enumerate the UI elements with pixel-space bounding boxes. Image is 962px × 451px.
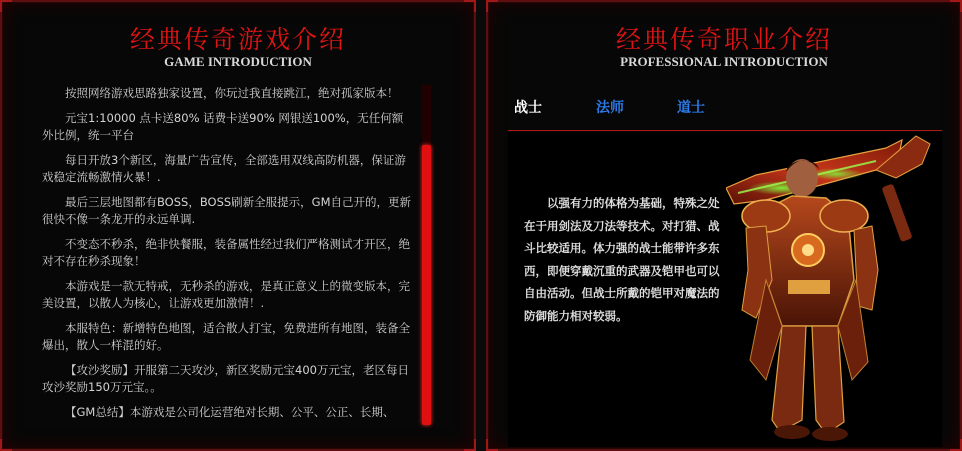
intro-paragraph: 本游戏是一款无特戒，无秒杀的游戏，是真正意义上的微变版本，完美设置，以散人为核心，让游戏更加激情！. (42, 278, 410, 310)
intro-paragraph: 按照网络游戏思路独家设置，你玩过我直接跳江，绝对孤家版本！ (65, 86, 399, 100)
game-intro-title: 经典传奇游戏介绍 (129, 25, 346, 54)
intro-paragraph: 最后三层地图都有BOSS，BOSS刷新全服提示，GM自己开的，更新很快不像一条龙开的永远单调. (42, 194, 412, 226)
panel-corner (0, 439, 12, 451)
class-intro-subtitle: PROFESSIONAL INTRODUCTION (620, 54, 828, 69)
scrollbar-thumb[interactable] (422, 145, 431, 425)
intro-paragraph: 本服特色：新增特色地图，适合散人打宝，免费进所有地图，装备全爆出，散人一样混的好。 (42, 320, 410, 352)
intro-paragraph: 每日开放3个新区，海量广告宣传，全部选用双线高防机器，保证游戏稳定流畅激情火暴！. (42, 152, 406, 184)
tab-warrior[interactable]: 战士 (514, 100, 542, 116)
class-description: 以强有力的体格为基础，特殊之处在于用剑法及刀法等技术。对打猎、战斗比较适用。体力强的战士能带许多东西，即便穿戴沉重的武器及铠甲也可以自由活动。但战士所戴的铠甲对魔法的防御能力相对较弱。 (524, 196, 720, 323)
warrior-character-image (726, 130, 956, 448)
panel-corner (950, 0, 962, 12)
tab-taoist[interactable]: 道士 (677, 100, 705, 116)
panel-corner (464, 0, 476, 12)
panel-corner (486, 0, 498, 12)
panel-corner (464, 439, 476, 451)
tab-mage[interactable]: 法师 (596, 100, 624, 116)
class-intro-panel (486, 0, 962, 451)
scrollbar-track[interactable] (422, 85, 431, 425)
panel-corner (486, 439, 498, 451)
intro-paragraph: 【攻沙奖励】开服第二天攻沙，新区奖励元宝400万元宝，老区每日攻沙奖励150万元宝。。 (42, 362, 409, 394)
class-intro-title: 经典传奇职业介绍 (615, 25, 832, 54)
intro-paragraph: 【GM总结】本游戏是公司化运营绝对长期、公平、公正、长期、 (65, 404, 395, 419)
game-intro-text (42, 85, 414, 428)
intro-paragraph: 不变态不秒杀，绝非快餐服，装备属性经过我们严格测试才开区，绝对不存在秒杀现象！ (42, 236, 410, 268)
game-intro-panel (0, 0, 476, 451)
game-intro-subtitle: GAME INTRODUCTION (164, 54, 312, 69)
intro-paragraph: 元宝1:10000 点卡送80% 话费卡送90% 网银送100%，无任何额外比例，统一平台 (42, 110, 404, 142)
panel-corner (0, 0, 12, 12)
